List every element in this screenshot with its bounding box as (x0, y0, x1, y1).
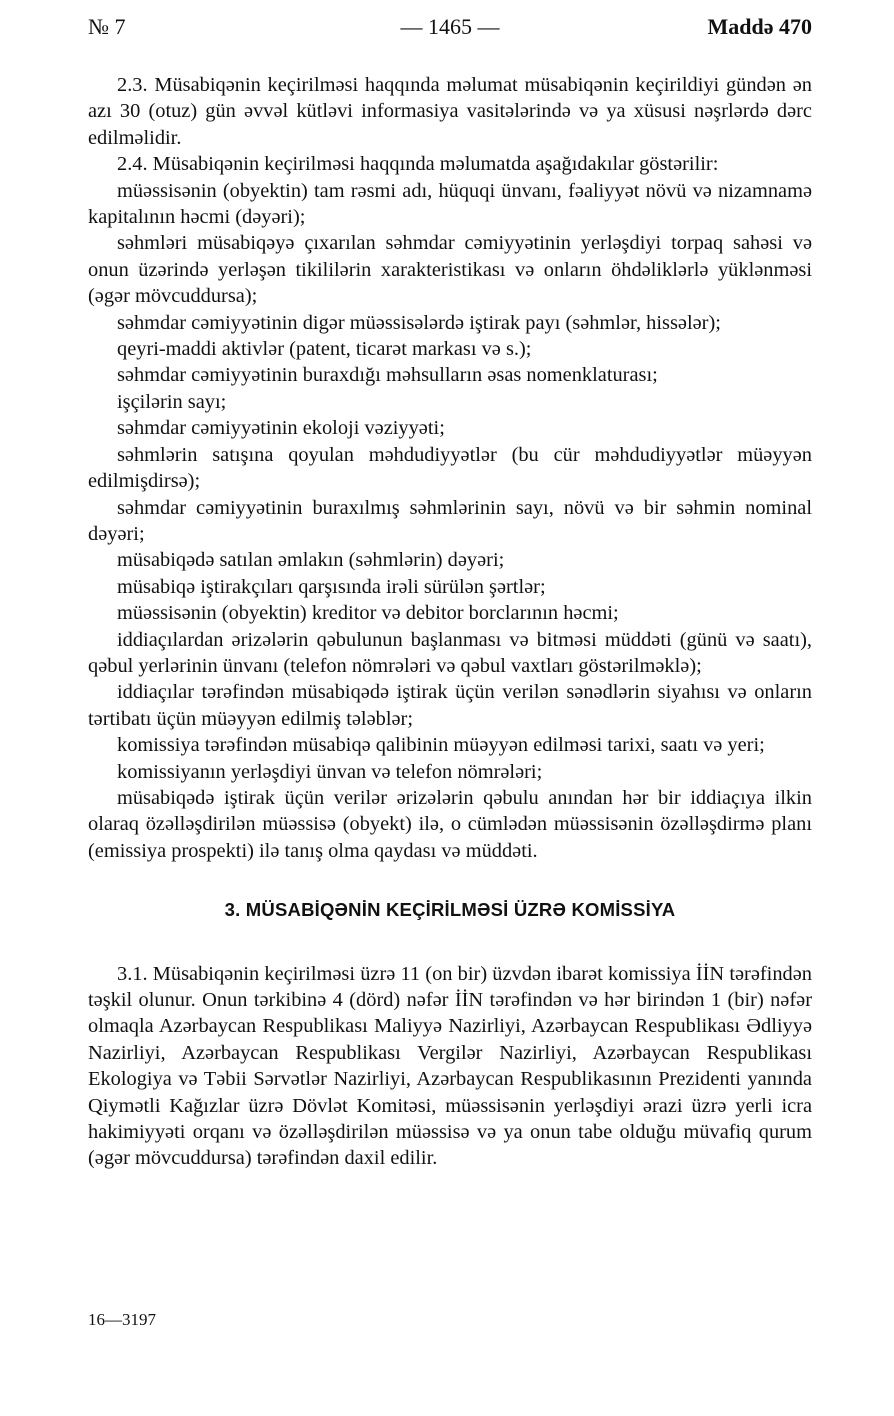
list-item: komissiya tərəfindən müsabiqə qalibinin müəyyən edilməsi tarixi, saatı və yeri; (117, 734, 765, 757)
list-item: iddiaçılar tərəfindən müsabiqədə iştirak üçün verilən sənədlərin siyahısı və onların tərtibatı üçün müəyyən edilmiş tələblər; (88, 681, 812, 730)
list-item: səhmdar cəmiyyətinin ekoloji vəziyyəti; (117, 417, 445, 440)
list-item: iddiaçılardan ərizələrin qəbulunun başlanması və bitməsi müddəti (günü və saatı), qəbul yerlərinin ünvanı (telefon nömrələri və qəbul vaxtları göstərilməklə); (88, 628, 812, 677)
list-item: səhmləri müsabiqəyə çıxarılan səhmdar cəmiyyətinin yerləşdiyi torpaq sahəsi və onun üzərində yerləşən tikililərin xarakteristikası və onların öhdəliklərlə yüklənməsi (əgər mövcuddursa); (88, 232, 812, 308)
article-number: Maddə 470 (707, 14, 812, 39)
list-item: müsabiqədə satılan əmlakın (səhmlərin) dəyəri; (117, 549, 505, 572)
page-number: — 1465 — (400, 14, 500, 39)
list-item: işçilərin sayı; (117, 390, 227, 413)
list-item: müəssisənin (obyektin) kreditor və debitor borclarının həcmi; (117, 602, 619, 625)
section-heading: 3. MÜSABİQƏNİN KEÇİRİLMƏSİ ÜZRƏ KOMİSSİYA (224, 899, 676, 921)
paragraph-2-3: 2.3. Müsabiqənin keçirilməsi haqqında məlumat müsabiqənin keçirildiyi gündən ən azı 30 (otuz) gün əvvəl kütləvi informasiya vasitələrində və ya xüsusi nəşrlərdə dərc edilməlidir. (88, 74, 812, 149)
list-item: səhmdar cəmiyyətinin digər müəssisələrdə iştirak payı (səhmlər, hissələr); (117, 311, 721, 334)
list-item: müəssisənin (obyektin) tam rəsmi adı, hüquqi ünvanı, fəaliyyət növü və nizamnamə kapitalının həcmi (dəyəri); (88, 179, 812, 229)
list-item: komissiyanın yerləşdiyi ünvan və telefon nömrələri; (117, 760, 543, 783)
issue-number: № 7 (88, 14, 126, 39)
list-item: qeyri-maddi aktivlər (patent, ticarət markası və s.); (117, 338, 532, 361)
list-item: müsabiqə iştirakçıları qarşısında irəli sürülən şərtlər; (117, 575, 546, 598)
list-item: müsabiqədə iştirak üçün verilər ərizələrin qəbulu anından hər bir iddiaçıya ilkin olaraq özəlləşdirilən müəssisə (obyekt) ilə, o cümlədən müəssisənin özəlləşdirmə planı (emissiya prospekti) ilə tanış olma qaydası və müddəti. (88, 786, 812, 862)
paragraph-2-4: 2.4. Müsabiqənin keçirilməsi haqqında məlumatda aşağıdakılar göstərilir: (117, 153, 719, 176)
list-item: səhmlərin satışına qoyulan məhdudiyyətlər (bu cür məhdudiyyətlər müəyyən edilmişdirsə); (88, 443, 812, 493)
paragraph-3-1: 3.1. Müsabiqənin keçirilməsi üzrə 11 (on bir) üzvdən ibarət komissiya İİN tərəfindən təşkil olunur. Onun tərkibinə 4 (dörd) nəfər İİN tərəfindən və hər birindən 1 (bir) nəfər olmaqla Azərbaycan Respublikası Maliyyə Nazirliyi, Azərbaycan Respublikası Ədliyyə Nazirliyi, Azərbaycan Respublikası Vergilər Nazirliyi, Azərbaycan Respublikası Ekologiya və Təbii Sərvətlər Nazirliyi, Azərbaycan Respublikasının Prezidenti yanında Qiymətli Kağızlar üzrə Dövlət Komitəsi, müəssisənin yerləşdiyi ərazi üzrə yerli icra hakimiyyəti orqanı və özəlləşdirilən müəssisə və ya onun tabe olduğu müvafiq qurum (əgər mövcuddursa) tərəfindən daxil edilir. (88, 962, 812, 1170)
document-body (88, 72, 812, 1172)
printer-signature-mark: 16—3197 (88, 1310, 156, 1329)
list-item: səhmdar cəmiyyətinin buraxılmış səhmlərinin sayı, növü və bir səhmin nominal dəyəri; (88, 496, 812, 545)
page-header (88, 14, 812, 48)
list-item: səhmdar cəmiyyətinin buraxdığı məhsulların əsas nomenklaturası; (117, 364, 658, 387)
